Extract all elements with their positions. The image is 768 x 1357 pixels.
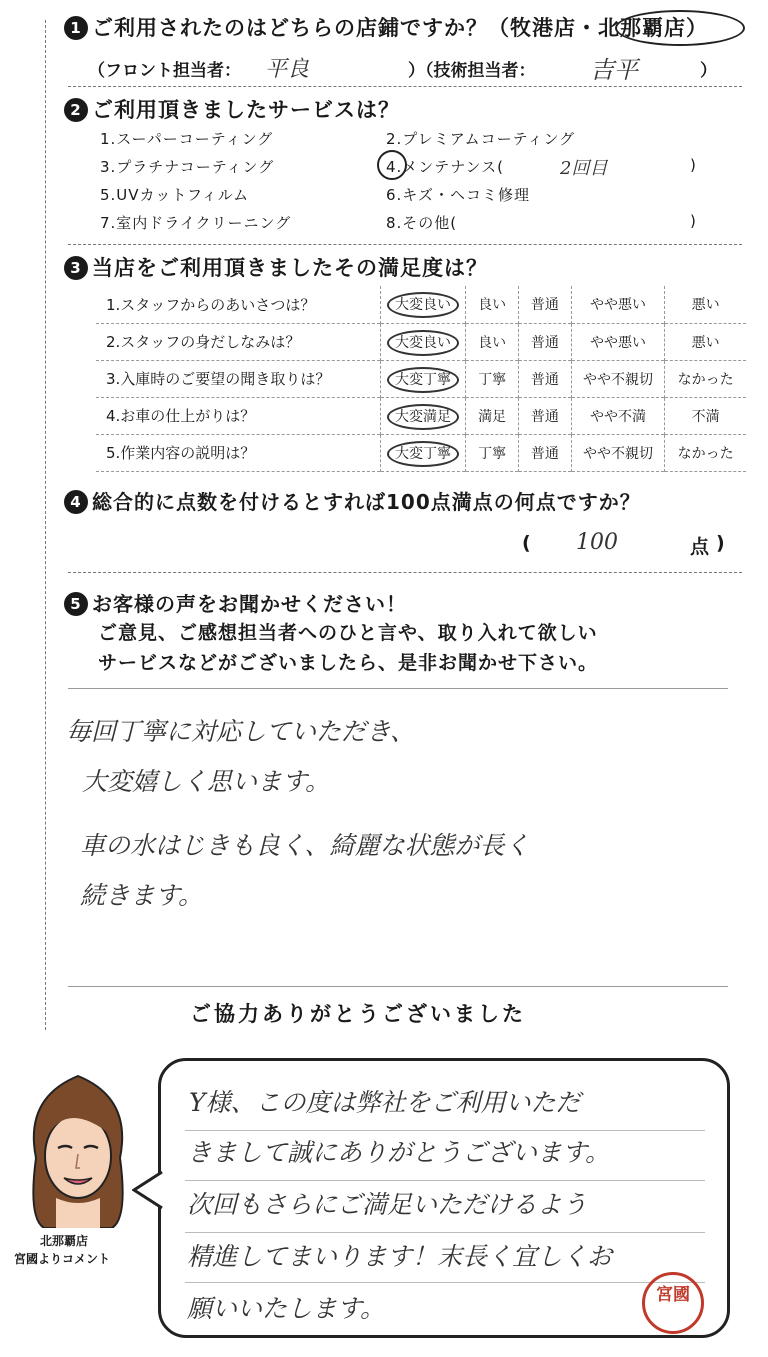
maintenance-note: 2回目 — [560, 158, 608, 179]
q3-heading — [64, 252, 488, 282]
thanks-text: ご協力ありがとうございました — [190, 1002, 526, 1026]
satisfaction-row — [96, 434, 746, 471]
q5-heading — [64, 588, 407, 617]
option-cell: やや不満 — [571, 397, 664, 434]
divider-1 — [68, 86, 742, 87]
score-close-paren: ) — [716, 532, 725, 554]
selected-option: 大変満足 — [387, 404, 459, 430]
answer-bottom-rule — [68, 986, 728, 987]
row-label: 1.スタッフからのあいさつは？ — [106, 295, 316, 314]
selected-option: 大変良い — [387, 292, 459, 318]
front-staff-label: （フロント担当者： — [88, 61, 241, 81]
option-cell: やや悪い — [571, 286, 664, 323]
option-cell: なかった — [665, 360, 746, 397]
satisfaction-row — [96, 286, 746, 323]
row-label: 2.スタッフの身だしなみは？ — [106, 333, 301, 351]
q5-text: お客様の声をお聞かせください！ — [92, 592, 407, 616]
reply-line-2: きまして誠にありがとうございます。 — [187, 1138, 611, 1167]
tech-staff-label: ）（技術担当者： — [408, 61, 536, 81]
selected-option: 大変良い — [387, 330, 459, 356]
row-label: 4.お車の仕上がりは？ — [106, 407, 256, 425]
satisfaction-row — [96, 323, 746, 360]
reply-line-3: 次回もさらにご満足いただけるよう — [187, 1190, 588, 1219]
option-cell: 丁寧 — [466, 360, 519, 397]
bubble-tail — [132, 1170, 164, 1210]
front-staff-value: 平良 — [265, 57, 310, 82]
reply-line-4: 精進してまいります！末長く宜しくお — [187, 1242, 613, 1271]
answer-line-4: 続きます。 — [80, 881, 204, 910]
option-cell — [380, 360, 465, 397]
row-label: 3.入庫時のご要望の聞き取りは？ — [106, 370, 331, 388]
service-4-circle — [377, 150, 407, 180]
satisfaction-row — [96, 360, 746, 397]
q1-heading — [64, 12, 708, 42]
reply-line-5: 願いいたします。 — [187, 1294, 386, 1323]
selected-option: 大変丁寧 — [387, 367, 459, 393]
option-cell: 不満 — [665, 397, 746, 434]
option-cell: 普通 — [519, 434, 572, 471]
reply-line-1: Y様、この度は弊社をご利用いただ — [189, 1088, 581, 1117]
service-8-close: ) — [690, 212, 697, 230]
option-cell: 良い — [466, 286, 519, 323]
option-cell: やや不親切 — [571, 434, 664, 471]
service-3: 3.プラチナコーティング — [100, 158, 275, 176]
option-cell: 満足 — [466, 397, 519, 434]
staff-store: 北那覇店 — [40, 1234, 89, 1248]
divider-2 — [68, 244, 742, 245]
service-5: 5.UVカットフィルム — [100, 186, 250, 204]
selected-option: 大変丁寧 — [387, 441, 459, 467]
service-4-close: ) — [690, 156, 697, 174]
answer-line-3: 車の水はじきも良く、綺麗な状態が長く — [80, 831, 530, 860]
q4-number: 4 — [64, 490, 88, 514]
option-cell — [380, 434, 465, 471]
avatar — [16, 1068, 140, 1228]
row-label: 5.作業内容の説明は？ — [106, 444, 256, 462]
option-cell: 普通 — [519, 360, 572, 397]
score-unit: 点 — [690, 536, 710, 558]
answer-line-2: 大変嬉しく思います。 — [82, 767, 331, 796]
q5-sub-line-2: サービスなどがございましたら、是非お聞かせ下さい。 — [98, 652, 599, 674]
option-cell: 悪い — [665, 286, 746, 323]
service-7: 7.室内ドライクリーニング — [100, 214, 292, 232]
score-open-paren: ( — [522, 532, 531, 554]
service-8: 8.その他( — [386, 214, 458, 232]
option-cell — [380, 397, 465, 434]
selected-store-circle — [615, 10, 745, 46]
q2-number: 2 — [64, 98, 88, 122]
service-4: 4.メンテナンス( — [386, 158, 504, 176]
option-cell — [380, 323, 465, 360]
q2-text: ご利用頂きましたサービスは？ — [92, 98, 400, 122]
overall-score: 100 — [576, 530, 618, 555]
option-cell — [380, 286, 465, 323]
staff-seal: 宮國 — [642, 1272, 704, 1334]
service-2: 2.プレミアムコーティング — [386, 130, 576, 148]
option-cell: 悪い — [665, 323, 746, 360]
q1-close-paren: ） — [700, 61, 717, 81]
q4-heading — [64, 486, 641, 515]
q3-text: 当店をご利用頂きましたその満足度は？ — [92, 256, 488, 280]
q3-number: 3 — [64, 256, 88, 280]
satisfaction-row — [96, 397, 746, 434]
option-cell: 普通 — [519, 286, 572, 323]
option-cell: 普通 — [519, 323, 572, 360]
tech-staff-value: 吉平 — [590, 56, 638, 84]
answer-line-1: 毎回丁寧に対応していただき、 — [66, 717, 416, 746]
option-cell: 普通 — [519, 397, 572, 434]
option-cell: やや悪い — [571, 323, 664, 360]
divider-4 — [68, 572, 742, 573]
q4-text: 総合的に点数を付けるとすれば100点満点の何点ですか？ — [92, 490, 641, 514]
margin-line — [45, 20, 46, 1030]
option-cell: 良い — [466, 323, 519, 360]
satisfaction-table — [96, 286, 746, 472]
q1-text: ご利用されたのはどちらの店鋪ですか？（牧港店・北那覇店） — [92, 16, 708, 40]
answer-top-rule — [68, 688, 728, 689]
staff-caption: 宮國よりコメント — [14, 1252, 111, 1266]
option-cell: なかった — [665, 434, 746, 471]
q2-heading — [64, 94, 400, 124]
q5-number: 5 — [64, 592, 88, 616]
option-cell: やや不親切 — [571, 360, 664, 397]
service-6: 6.キズ・ヘコミ修理 — [386, 186, 531, 204]
q5-sub-line-1: ご意見、ご感想担当者へのひと言や、取り入れて欲しい — [98, 622, 598, 644]
service-1: 1.スーパーコーティング — [100, 130, 274, 148]
option-cell: 丁寧 — [466, 434, 519, 471]
q1-number: 1 — [64, 16, 88, 40]
